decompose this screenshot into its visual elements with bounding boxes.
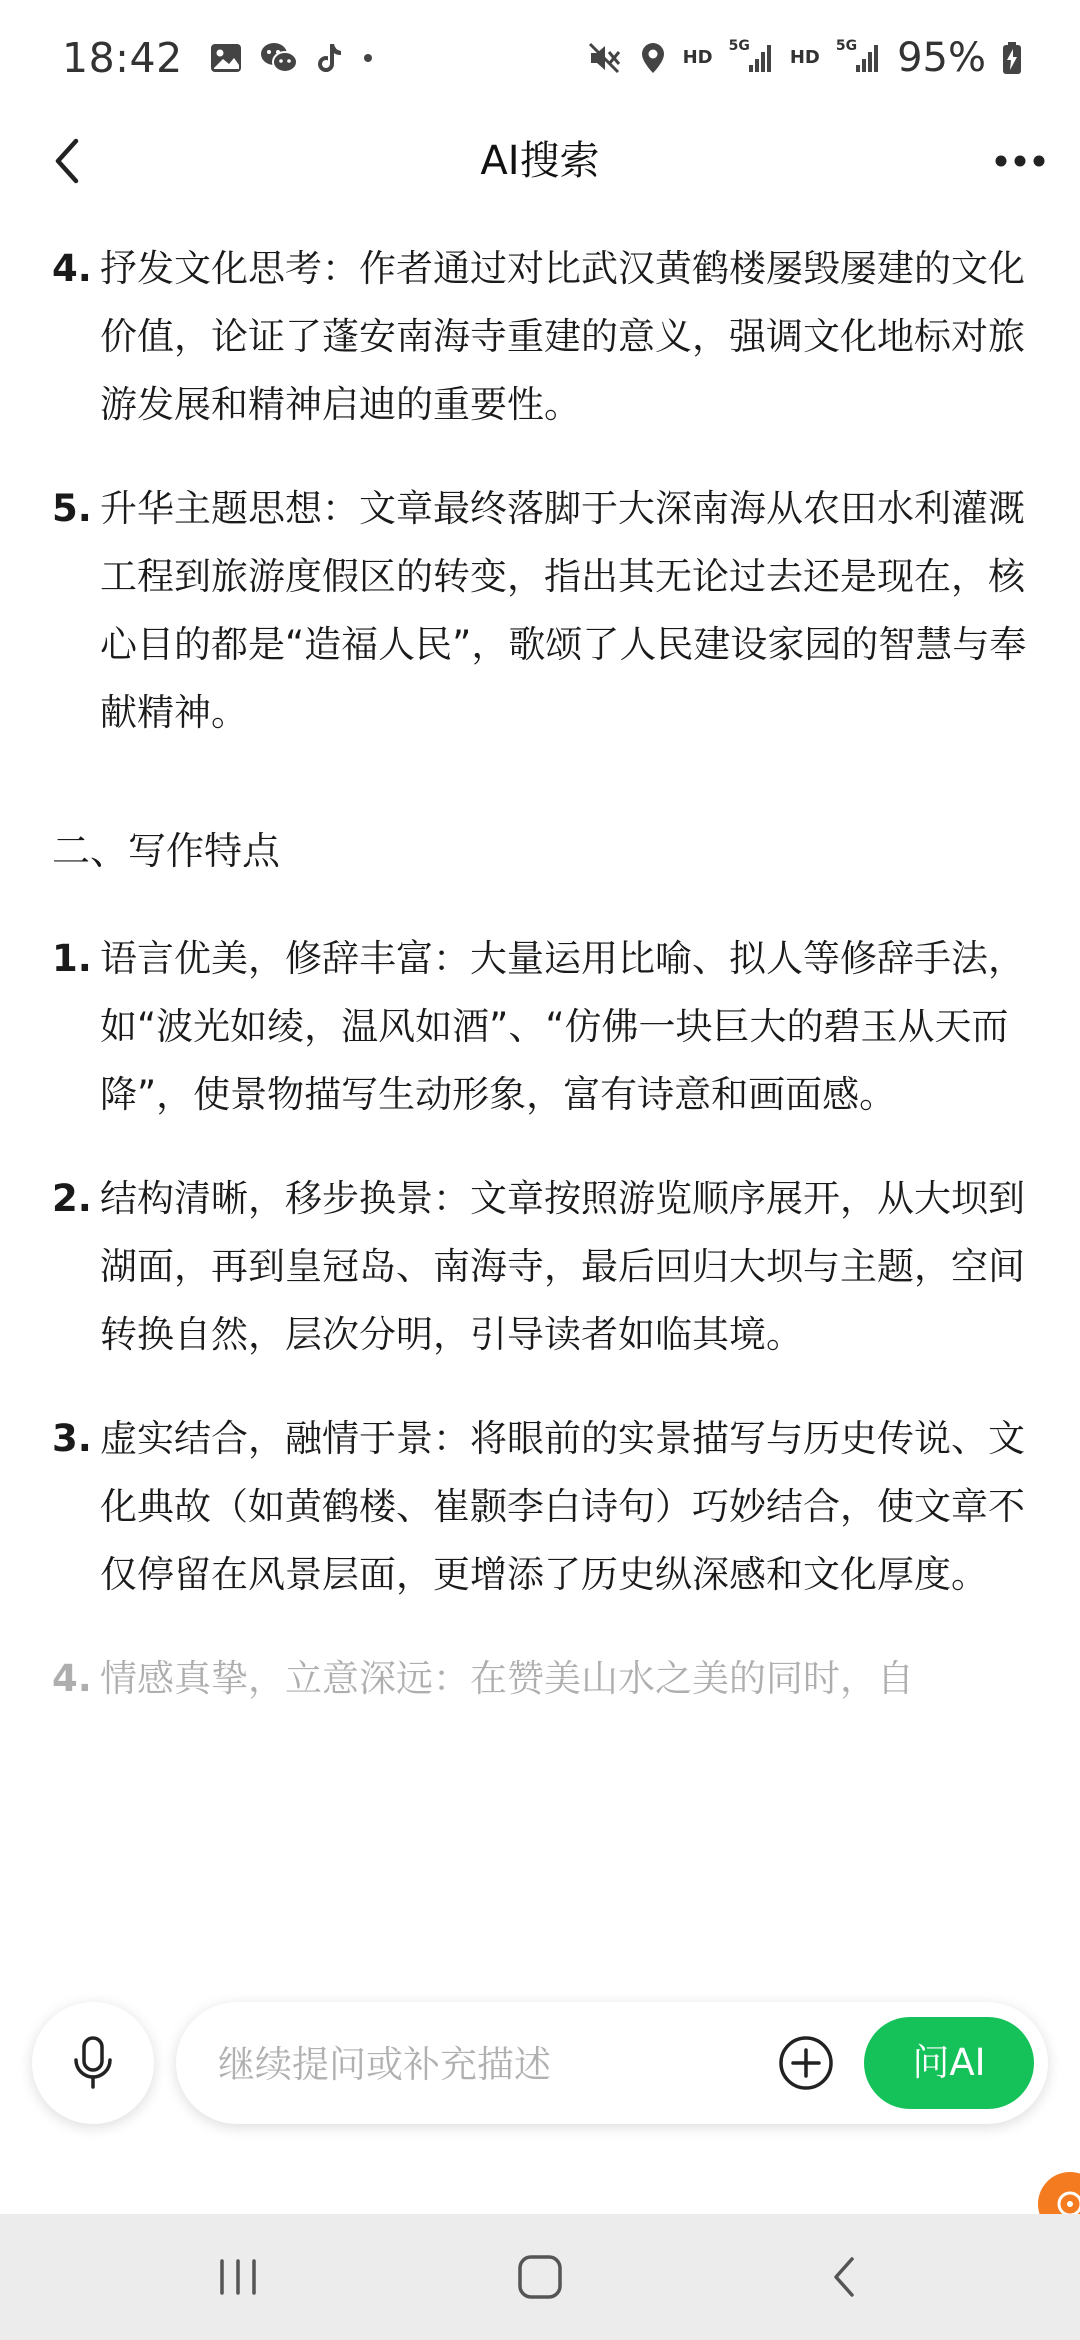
list-item-number: 2. xyxy=(52,1177,92,1220)
status-right xyxy=(587,35,1022,81)
list-item-text: 结构清晰，移步换景：文章按照游览顺序展开，从大坝到湖面，再到皇冠岛、南海寺，最后回归大坝与主题，空间转换自然，层次分明，引导读者如临其境。 xyxy=(100,1177,1025,1356)
list-item xyxy=(0,925,1080,1129)
list-item-text: 升华主题思想：文章最终落脚于大深南海从农田水利灌溉工程到旅游度假区的转变，指出其无论过去还是现在，核心目的都是“造福人民”，歌颂了人民建设家园的智慧与奉献精神。 xyxy=(100,487,1027,734)
home-button[interactable] xyxy=(508,2245,572,2309)
wechat-icon xyxy=(259,41,299,75)
question-input[interactable] xyxy=(216,2033,740,2095)
list-item-number: 3. xyxy=(52,1417,92,1460)
back-icon xyxy=(824,2253,864,2301)
status-time: 18:42 xyxy=(62,33,183,82)
list-item-number: 5. xyxy=(52,487,92,530)
network-label: HD xyxy=(789,46,820,68)
recent-apps-button[interactable] xyxy=(206,2245,270,2309)
home-icon xyxy=(514,2251,566,2303)
list-item-text: 语言优美，修辞丰富：大量运用比喻、拟人等修辞手法，如“波光如绫，温风如酒”、“仿佛一块巨大的碧玉从天而降”，使景物描写生动形象，富有诗意和画面感。 xyxy=(100,937,1025,1116)
more-button[interactable] xyxy=(986,129,1054,193)
network-type-label: 5G xyxy=(835,37,858,54)
status-left xyxy=(62,34,375,82)
ask-ai-button[interactable]: 问AI xyxy=(864,2017,1034,2109)
signal-icon xyxy=(835,37,881,73)
list-item-text: 虚实结合，融情于景：将眼前的实景描写与历史传说、文化典故（如黄鹤楼、崔颢李白诗句）巧妙结合，使文章不仅停留在风景层面，更增添了历史纵深感和文化厚度。 xyxy=(100,1417,1025,1596)
app-header xyxy=(0,115,1080,207)
tiktok-icon xyxy=(315,41,345,75)
network-label: HD xyxy=(682,46,713,68)
gallery-icon xyxy=(209,41,243,75)
input-bar xyxy=(0,1990,1080,2140)
location-icon xyxy=(639,41,667,75)
network-type-label: 5G xyxy=(728,37,750,54)
add-attachment-button[interactable] xyxy=(776,2033,836,2093)
list-item-text: 情感真挚，立意深远：在赞美山水之美的同时，自 xyxy=(100,1657,914,1700)
recent-apps-icon xyxy=(214,2255,262,2299)
list-item xyxy=(0,235,1080,439)
battery-charging-icon xyxy=(1002,41,1022,75)
mute-icon xyxy=(587,41,623,75)
list-item-number: 1. xyxy=(52,937,92,980)
section-heading: 二、写作特点 xyxy=(52,829,281,873)
voice-input-button[interactable] xyxy=(32,2002,154,2124)
status-bar xyxy=(0,0,1080,115)
system-nav-bar xyxy=(0,2214,1080,2340)
microphone-icon xyxy=(71,2035,115,2091)
battery-percentage: 95% xyxy=(897,34,986,81)
list-item xyxy=(0,475,1080,747)
question-input-container xyxy=(176,2002,1048,2124)
list-item xyxy=(0,1405,1080,1609)
page-title: AI搜索 xyxy=(480,138,600,184)
list-item xyxy=(0,1165,1080,1369)
plus-circle-icon xyxy=(778,2035,834,2091)
list-item-number: 4. xyxy=(52,247,92,290)
list-item xyxy=(0,1645,1080,1713)
signal-icon xyxy=(728,37,774,73)
nav-back-button[interactable] xyxy=(812,2245,876,2309)
more-dots-icon xyxy=(994,154,1046,168)
answer-content[interactable] xyxy=(0,235,1080,1980)
dot-icon xyxy=(361,51,375,65)
list-item-number: 4. xyxy=(52,1657,92,1700)
list-item-text: 抒发文化思考：作者通过对比武汉黄鹤楼屡毁屡建的文化价值，论证了蓬安南海寺重建的意义，强调文化地标对旅游发展和精神启迪的重要性。 xyxy=(100,247,1025,426)
